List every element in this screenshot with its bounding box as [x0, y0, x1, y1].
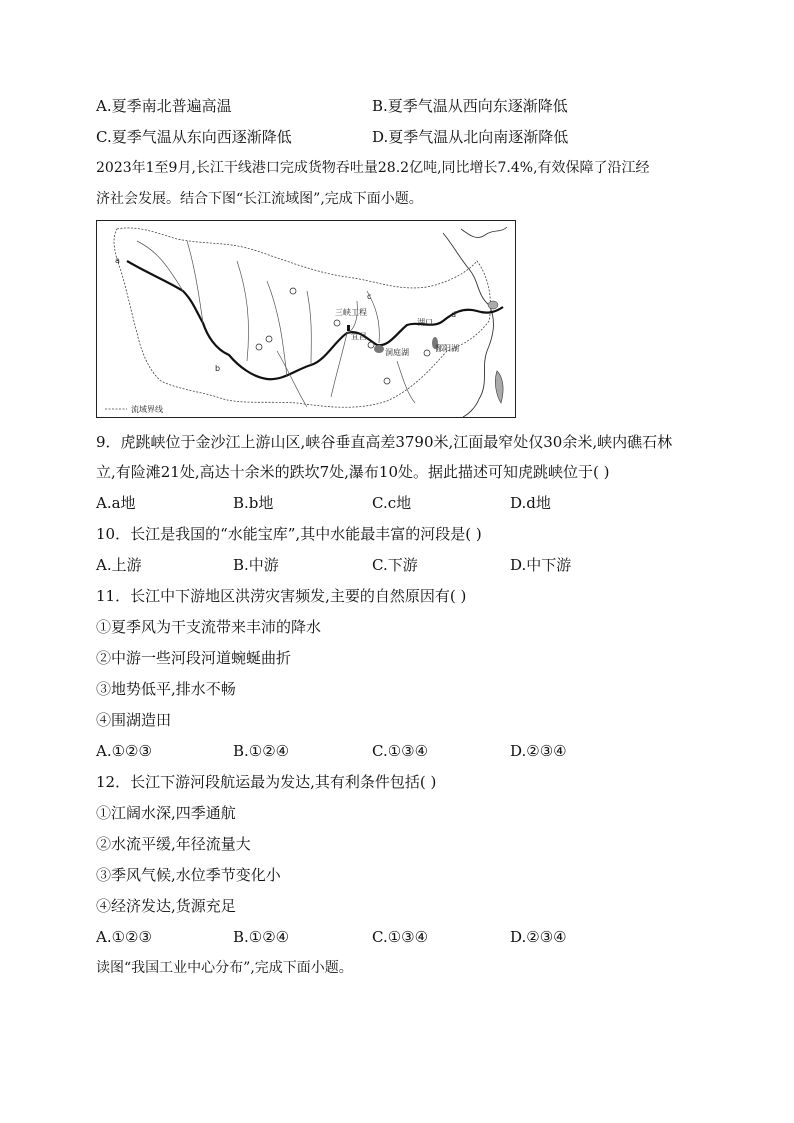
label-yichang: 宜昌: [351, 332, 367, 341]
q12-item-1: ①江阔水深,四季通航: [96, 804, 236, 822]
q12-item-4: ④经济发达,货源充足: [96, 897, 236, 915]
q9-option-b: B.b地: [233, 494, 274, 512]
taihu-lake: [488, 301, 498, 309]
q12-item-2: ②水流平缓,年径流量大: [96, 835, 251, 853]
q12-option-d: D.②③④: [510, 928, 567, 946]
q11-item-3: ③地势低平,排水不畅: [96, 680, 236, 698]
q12-option-b: B.①②④: [233, 928, 290, 946]
q10-option-a: A.上游: [96, 556, 142, 574]
q9-line-2: 立,有险滩21处,高达十余米的跌坎7处,瀑布10处。据此描述可知虎跳峡位于( ): [96, 463, 610, 481]
q9-option-c: C.c地: [372, 494, 412, 512]
coastline-north: [461, 227, 507, 237]
point-a: a: [115, 256, 120, 265]
option-a: A.夏季南北普遍高温: [96, 97, 232, 115]
q10-option-b: B.中游: [233, 556, 279, 574]
option-c: C.夏季气温从东向西逐渐降低: [96, 128, 292, 146]
label-poyang: 鄱阳湖: [435, 344, 459, 353]
q11-option-c: C.①③④: [372, 742, 429, 760]
point-b: b: [215, 364, 221, 373]
yangtze-main-river: [127, 261, 503, 379]
label-dongting: 洞庭湖: [385, 348, 409, 357]
q10-option-c: C.下游: [372, 556, 418, 574]
q11-stem: 11．长江中下游地区洪涝灾害频发,主要的自然原因有( ): [96, 587, 467, 605]
point-d: d: [451, 310, 457, 319]
island: [495, 371, 503, 403]
map-drawing: [97, 221, 515, 417]
q10-option-d: D.中下游: [510, 556, 572, 574]
q12-option-a: A.①②③: [96, 928, 152, 946]
q12-stem: 12．长江下游河段航运最为发达,其有利条件包括( ): [96, 773, 437, 791]
dongting-lake: [374, 345, 384, 353]
q11-item-4: ④围湖造田: [96, 711, 172, 729]
label-hukou: 湖口: [417, 318, 433, 327]
q11-option-a: A.①②③: [96, 742, 152, 760]
q9-option-d: D.d地: [510, 494, 551, 512]
basin-boundary: [114, 228, 490, 407]
q12-option-c: C.①③④: [372, 928, 429, 946]
q11-item-2: ②中游一些河段河道蜿蜒曲折: [96, 649, 292, 667]
outro-text: 读图“我国工业中心分布”,完成下面小题。: [96, 960, 353, 976]
point-c: c: [367, 292, 372, 301]
q12-item-3: ③季风气候,水位季节变化小: [96, 866, 281, 884]
label-three-gorges: 三峡工程: [335, 308, 367, 317]
option-d: D.夏季气温从北向南逐渐降低: [372, 128, 569, 146]
option-b: B.夏季气温从西向东逐渐降低: [372, 97, 568, 115]
q11-item-1: ①夏季风为干支流带来丰沛的降水: [96, 618, 322, 636]
intro-line-1: 2023年1至9月,长江干线港口完成货物吞吐量28.2亿吨,同比增长7.4%,有效保障了沿江经: [96, 160, 650, 176]
intro-line-2: 济社会发展。结合下图“长江流域图”,完成下面小题。: [96, 191, 423, 207]
q11-option-b: B.①②④: [233, 742, 290, 760]
q10-stem: 10．长江是我国的“水能宝库”,其中水能最丰富的河段是( ): [96, 525, 482, 543]
yangtze-basin-map: [96, 220, 516, 418]
legend-label: 流域界线: [131, 405, 163, 414]
q11-option-d: D.②③④: [510, 742, 567, 760]
q9-line-1: 9．虎跳峡位于金沙江上游山区,峡谷垂直高差3790米,江面最窄处仅30余米,峡内礁石林: [96, 433, 673, 451]
q9-option-a: A.a地: [96, 494, 136, 512]
